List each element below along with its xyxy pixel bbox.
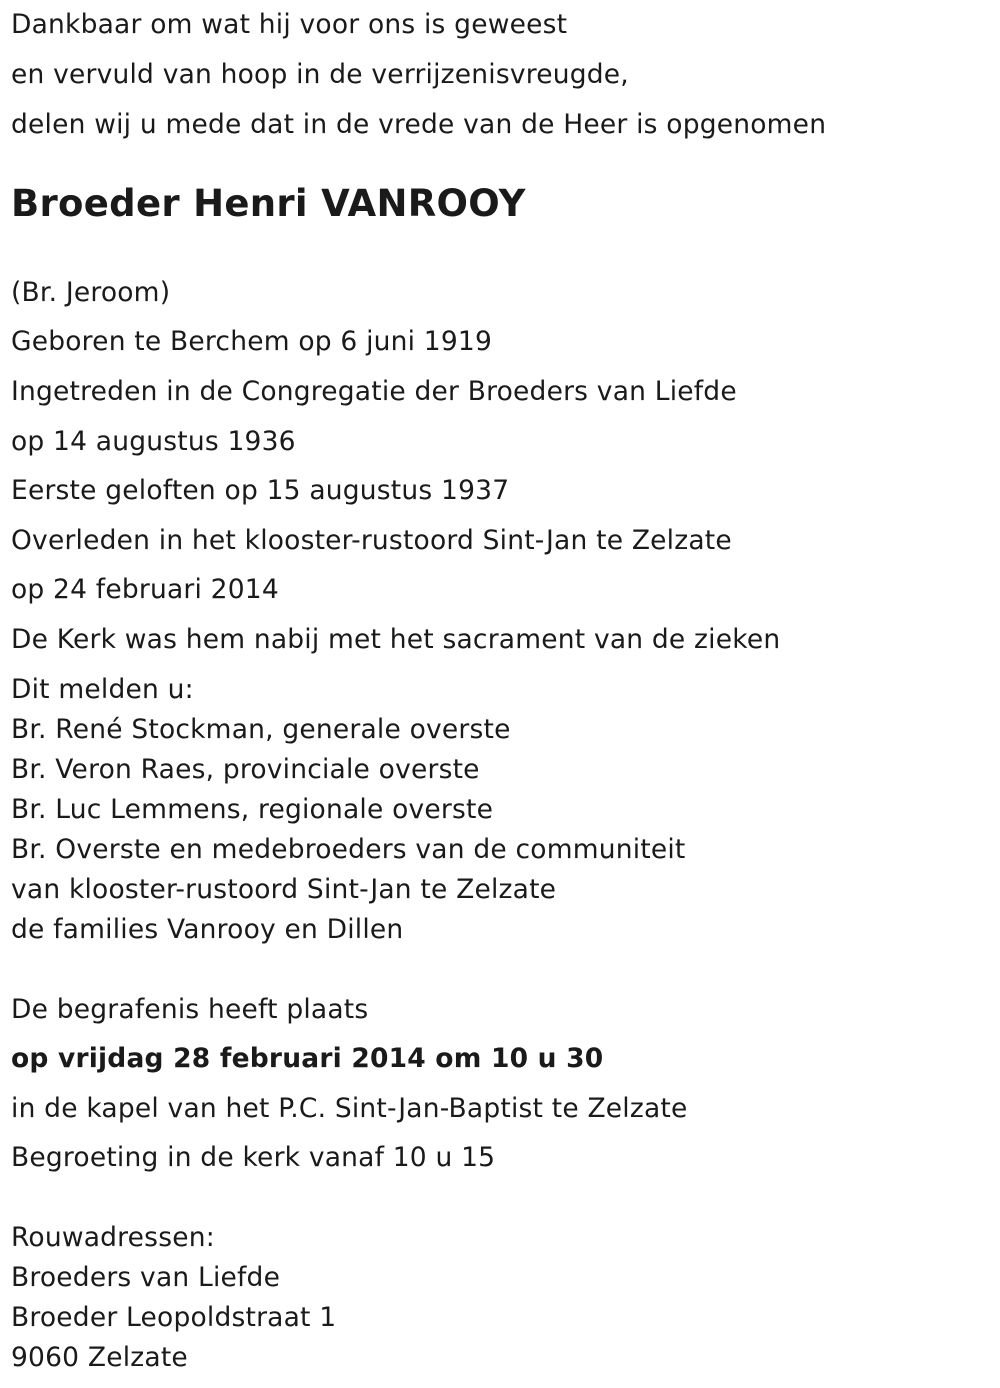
funeral-intro: De begrafenis heeft plaats: [11, 994, 369, 1025]
entered-line: Ingetreden in de Congregatie der Broeders van Liefde: [11, 376, 737, 407]
intro-line-1: Dankbaar om wat hij voor ons is geweest: [11, 9, 568, 40]
address-line-1: Broeders van Liefde: [11, 1262, 281, 1293]
announcer-line: Br. Veron Raes, provinciale overste: [11, 754, 480, 785]
birth-line: Geboren te Berchem op 6 juni 1919: [11, 326, 493, 357]
funeral-datetime: op vrijdag 28 februari 2014 om 10 u 30: [11, 1043, 604, 1074]
intro-line-3: delen wij u mede dat in de vrede van de Heer is opgenomen: [11, 109, 827, 140]
greeting-line: Begroeting in de kerk vanaf 10 u 15: [11, 1142, 496, 1173]
sacrament-line: De Kerk was hem nabij met het sacrament van de zieken: [11, 624, 781, 655]
death-line: Overleden in het klooster-rustoord Sint-Jan te Zelzate: [11, 525, 732, 556]
announcer-line: Br. René Stockman, generale overste: [11, 714, 511, 745]
announcer-line: Br. Overste en medebroeders van de communiteit: [11, 834, 686, 865]
address-line-2: Broeder Leopoldstraat 1: [11, 1302, 337, 1333]
address-line-3: 9060 Zelzate: [11, 1342, 188, 1373]
announcer-line: de families Vanrooy en Dillen: [11, 914, 404, 945]
entered-date-line: op 14 augustus 1936: [11, 426, 296, 457]
death-date-line: op 24 februari 2014: [11, 574, 279, 605]
announcer-line: van klooster-rustoord Sint-Jan te Zelzate: [11, 874, 557, 905]
deceased-name: Broeder Henri VANROOY: [11, 182, 526, 225]
vows-line: Eerste geloften op 15 augustus 1937: [11, 475, 510, 506]
religious-name: (Br. Jeroom): [11, 277, 171, 308]
funeral-location: in de kapel van het P.C. Sint-Jan-Baptist te Zelzate: [11, 1093, 688, 1124]
intro-line-2: en vervuld van hoop in de verrijzenisvreugde,: [11, 59, 629, 90]
address-heading: Rouwadressen:: [11, 1222, 215, 1253]
announcer-line: Br. Luc Lemmens, regionale overste: [11, 794, 494, 825]
announcers-heading: Dit melden u:: [11, 674, 194, 705]
